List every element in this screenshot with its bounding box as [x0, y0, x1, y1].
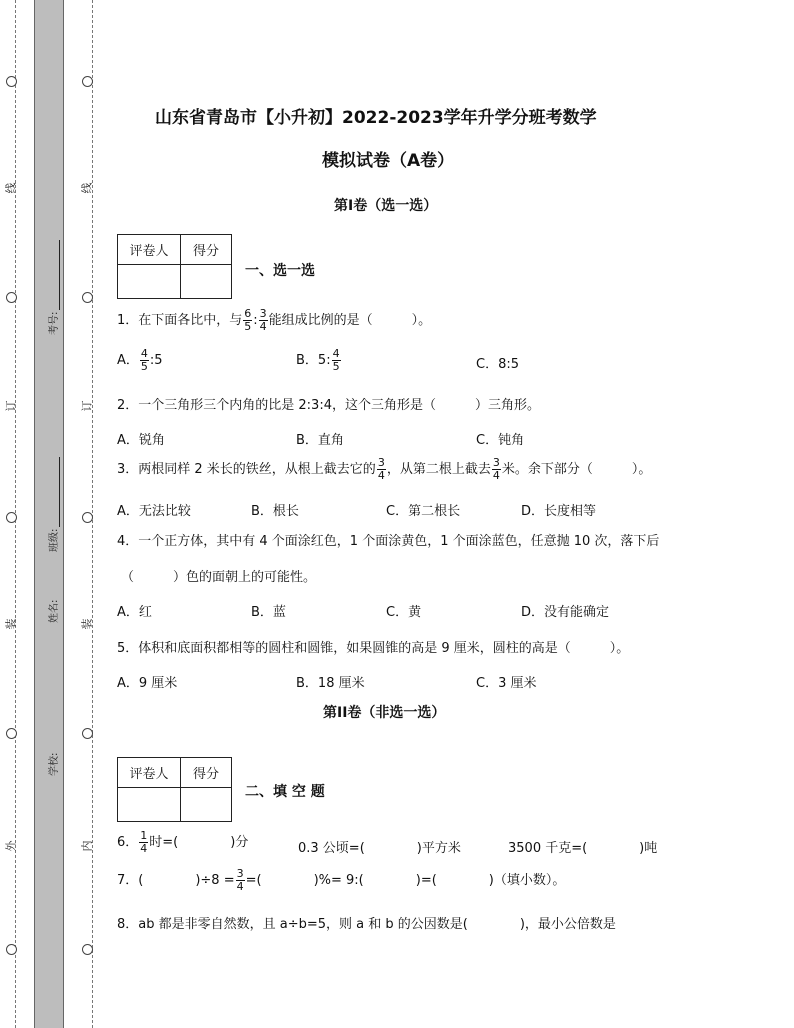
margin-char-ding: 订 [4, 400, 18, 412]
question-1: 1．在下面各比中，与 $\frac{6}{5}$ : $\frac{3}{4}$ 能组成比例的是（ ）。 [117, 307, 432, 333]
score-table-1 [117, 234, 232, 299]
q2-option-a[interactable]: A．锐角 [117, 433, 165, 448]
grader-cell[interactable] [118, 788, 181, 822]
q3-option-a[interactable]: A．无法比较 [117, 504, 191, 519]
school-label: 学校: [49, 752, 60, 776]
q5-option-c[interactable]: C．3 厘米 [476, 676, 537, 691]
grader-cell[interactable] [118, 265, 181, 299]
score-cell[interactable] [181, 788, 232, 822]
score-table-2 [117, 757, 232, 822]
q3-option-d[interactable]: D．长度相等 [521, 504, 597, 519]
punch-hole [82, 292, 93, 303]
margin-char-nei: 内 [80, 840, 94, 852]
q4-option-a[interactable]: A．红 [117, 605, 152, 620]
margin-char-ding: 订 [80, 400, 94, 412]
exam-number-field[interactable] [45, 240, 60, 335]
section1-heading: 一、选一选 [245, 263, 315, 279]
q1-option-a[interactable]: A． $\frac{4}{5}$ :5 [117, 347, 163, 373]
question-2: 2．一个三角形三个内角的比是 2:3:4，这个三角形是（ ）三角形。 [117, 398, 540, 413]
question-5: 5．体积和底面积都相等的圆柱和圆锥，如果圆锥的高是 9 厘米，圆柱的高是（ ）。 [117, 641, 630, 656]
q1-option-b[interactable]: B．5: $\frac{4}{5}$ [296, 347, 340, 373]
class-field[interactable] [45, 457, 60, 552]
q1-option-c[interactable]: C．8:5 [476, 357, 519, 372]
part1-heading: 第I卷（选一选） [334, 198, 438, 214]
score-header: 得分 [181, 235, 232, 265]
question-6-part2: 0.3 公顷=( )平方米 [298, 841, 461, 856]
name-field[interactable] [45, 598, 60, 623]
part2-heading: 第II卷（非选一选） [323, 705, 446, 721]
q5-option-b[interactable]: B．18 厘米 [296, 676, 365, 691]
q4-option-c[interactable]: C．黄 [386, 605, 422, 620]
q3-option-b[interactable]: B．根长 [251, 504, 299, 519]
exam-title-line1: 山东省青岛市【小升初】2022-2023学年升学分班考数学 [155, 108, 597, 128]
q2-option-b[interactable]: B．直角 [296, 433, 344, 448]
punch-hole [82, 512, 93, 523]
question-8: 8．ab 都是非零自然数，且 a÷b=5，则 a 和 b 的公因数是( )，最小公倍数是 [117, 917, 616, 932]
question-6: 6． $\frac{1}{4}$ 时=( )分 [117, 829, 249, 855]
exam-title-line2: 模拟试卷（A卷） [322, 151, 455, 171]
question-3: 3．两根同样 2 米长的铁丝，从根上截去它的 $\frac{3}{4}$ ，从第二根上截去 $\frac{3}{4}$ 米。余下部分（ ）。 [117, 456, 652, 482]
punch-hole [82, 944, 93, 955]
margin-char-zhuang: 装 [4, 618, 18, 630]
margin-char-xian: 线 [4, 182, 18, 194]
question-7: 7．( )÷8 = $\frac{3}{4}$ =( )%= 9:( )=( )（填小数）。 [117, 867, 566, 893]
question-4-line1: 4．一个正方体，其中有 4 个面涂红色，1 个面涂黄色，1 个面涂蓝色，任意抛 10 次，落下后 [117, 534, 660, 549]
question-6-part3: 3500 千克=( )吨 [508, 841, 658, 856]
grader-header: 评卷人 [118, 758, 181, 788]
q2-option-c[interactable]: C．钝角 [476, 433, 525, 448]
margin-char-zhuang: 装 [80, 618, 94, 630]
punch-hole [6, 512, 17, 523]
punch-hole [6, 728, 17, 739]
q4-option-b[interactable]: B．蓝 [251, 605, 286, 620]
q5-option-a[interactable]: A．9 厘米 [117, 676, 178, 691]
q4-option-d[interactable]: D．没有能确定 [521, 605, 610, 620]
q3-option-c[interactable]: C．第二根长 [386, 504, 461, 519]
punch-hole [6, 944, 17, 955]
name-label: 姓名: [49, 599, 60, 623]
score-cell[interactable] [181, 265, 232, 299]
punch-hole [6, 292, 17, 303]
punch-hole [82, 728, 93, 739]
punch-hole [82, 76, 93, 87]
grader-header: 评卷人 [118, 235, 181, 265]
exam-number-label: 考号: [49, 311, 60, 335]
punch-hole [6, 76, 17, 87]
school-field[interactable] [45, 751, 60, 776]
margin-char-wai: 外 [4, 840, 18, 852]
section2-heading: 二、填 空 题 [245, 784, 325, 800]
margin-char-xian: 线 [80, 182, 94, 194]
score-header: 得分 [181, 758, 232, 788]
question-4-line2: （ ）色的面朝上的可能性。 [121, 570, 317, 585]
class-label: 班级: [49, 528, 60, 552]
